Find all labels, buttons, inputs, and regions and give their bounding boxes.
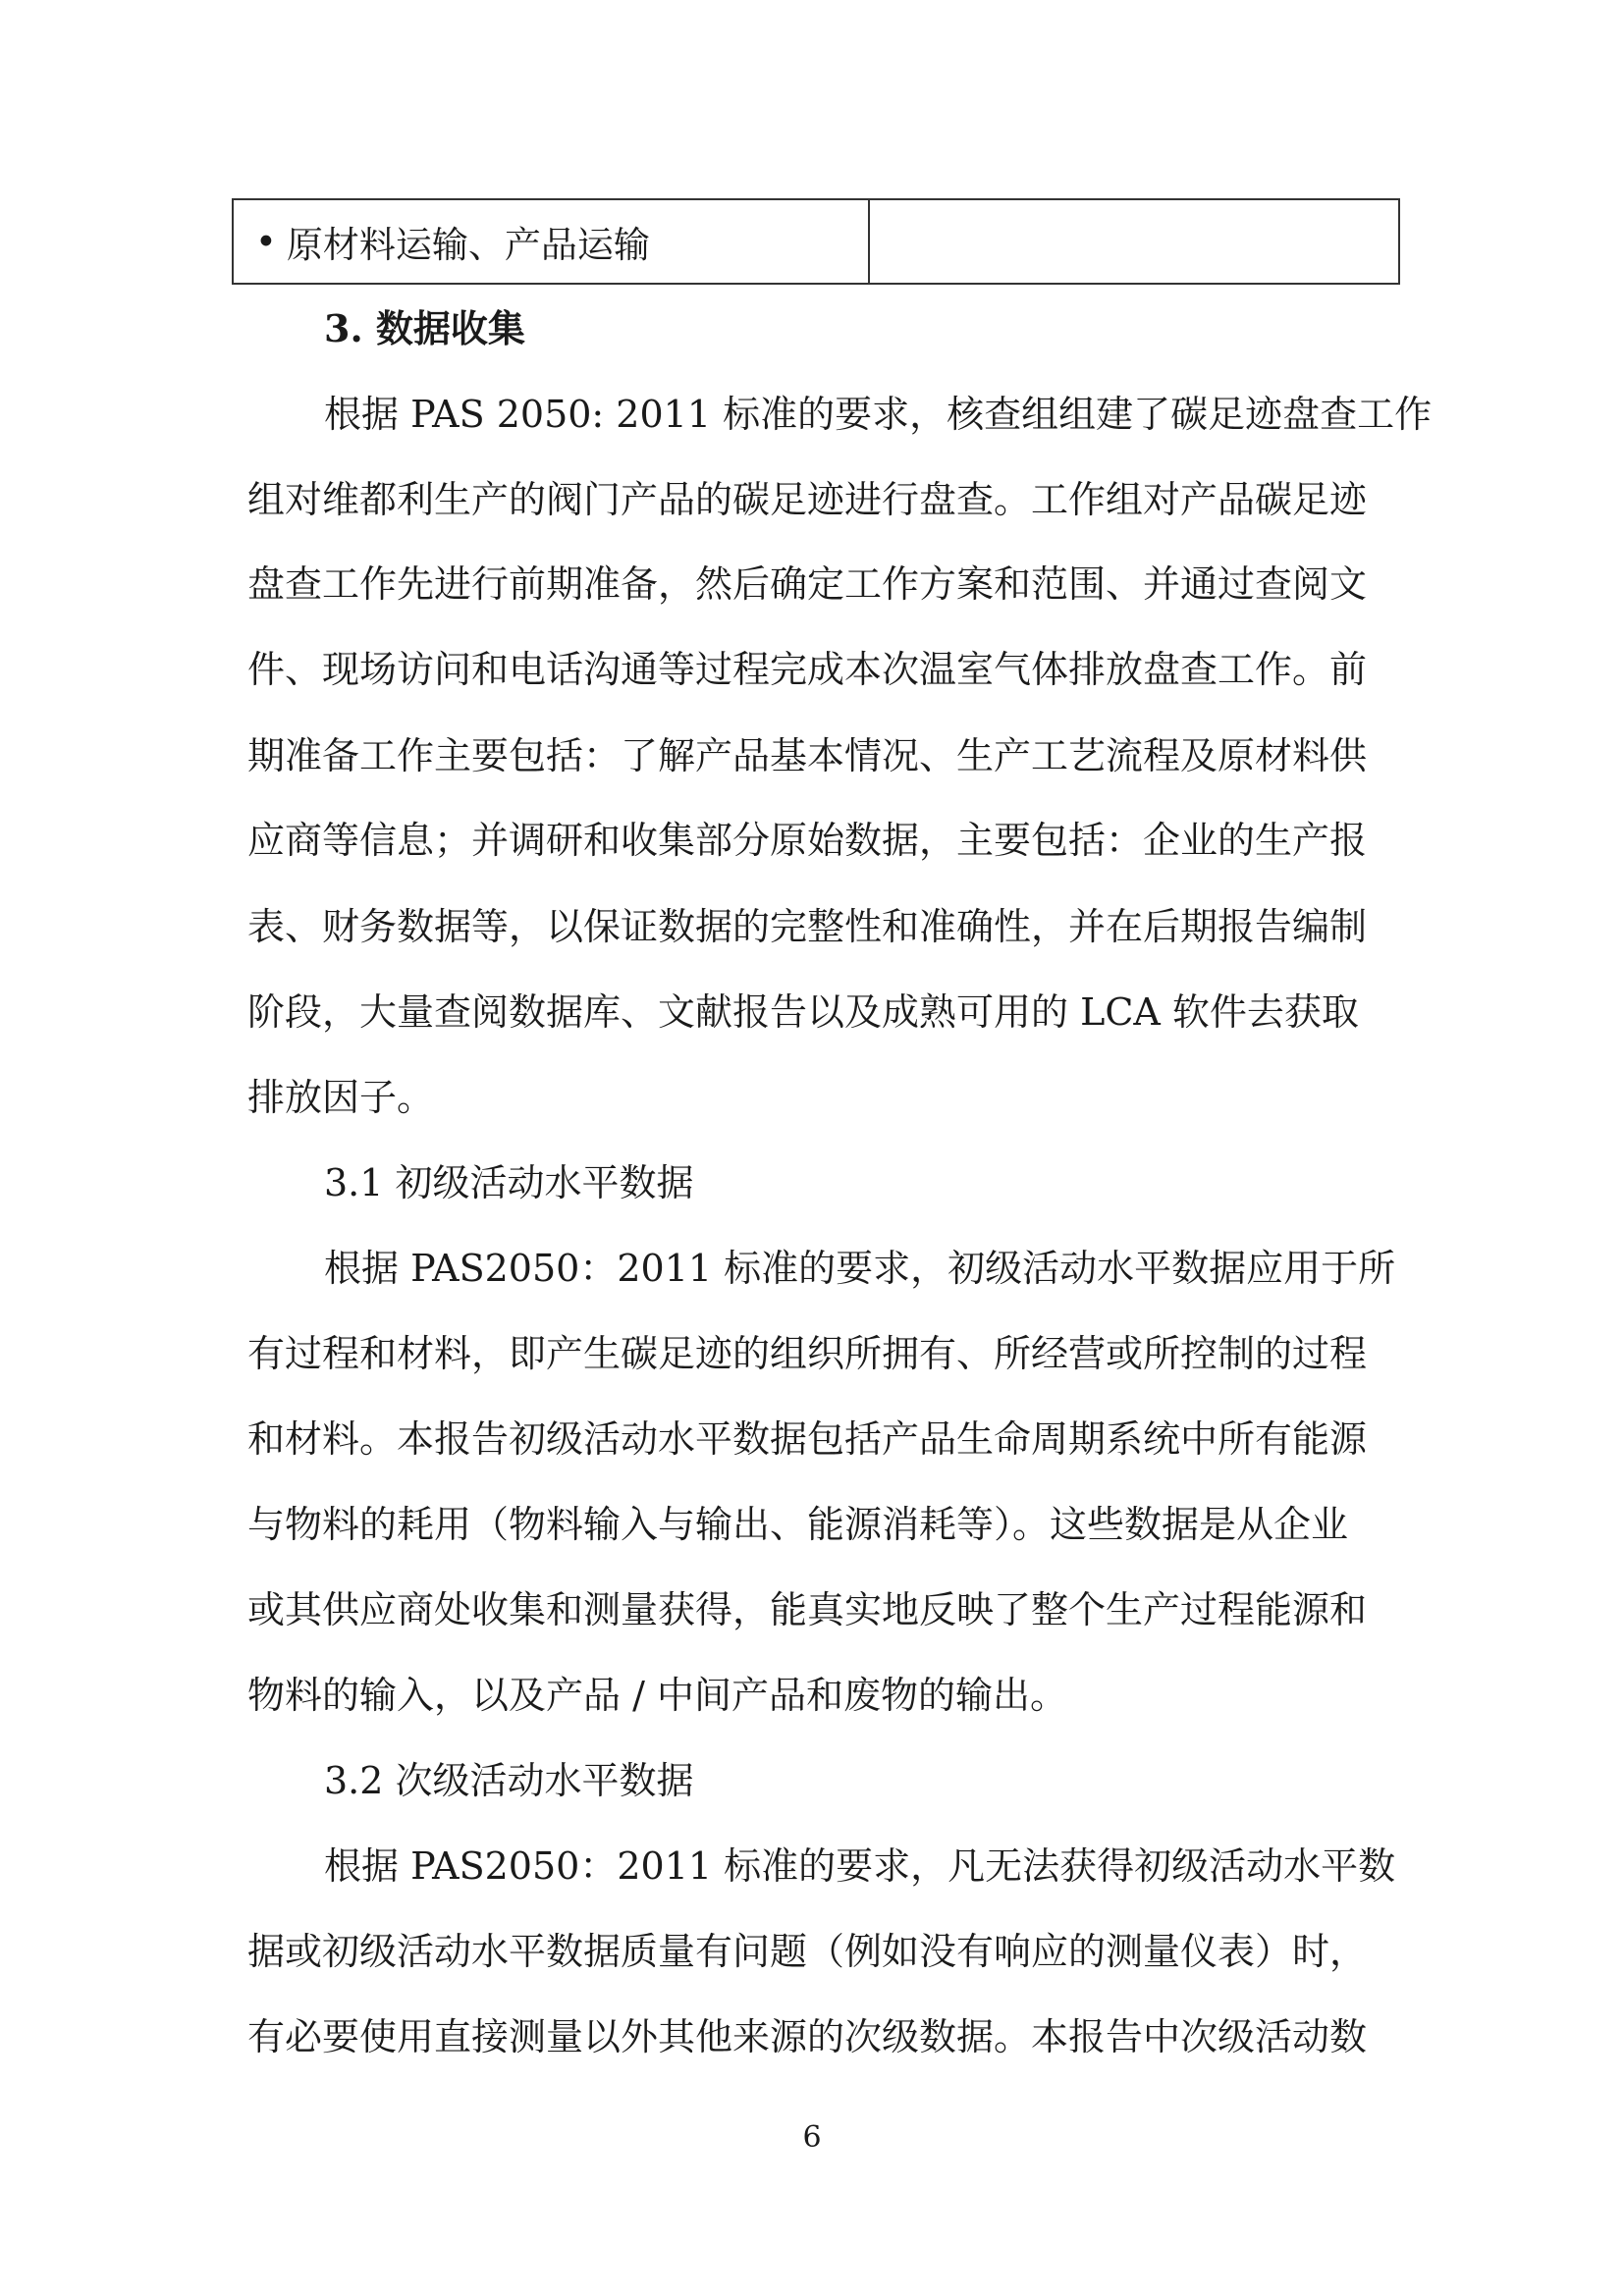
table-cell-text: 原材料运输、产品运输 xyxy=(286,224,650,266)
table-cell-right xyxy=(870,200,1398,283)
paragraph-line: 排放因子。 xyxy=(247,1076,435,1119)
paragraph-line: 根据 PAS2050：2011 标准的要求，凡无法获得初级活动水平数 xyxy=(324,1844,1396,1888)
table-row xyxy=(232,198,1400,285)
page-number: 6 xyxy=(802,2120,822,2155)
table-cell-left xyxy=(234,200,870,283)
paragraph-line: 件、现场访问和电话沟通等过程完成本次温室气体排放盘查工作。前 xyxy=(247,648,1368,691)
paragraph-line: 或其供应商处收集和测量获得，能真实地反映了整个生产过程能源和 xyxy=(247,1588,1368,1631)
paragraph-line: 有必要使用直接测量以外其他来源的次级数据。本报告中次级活动数 xyxy=(247,2015,1368,2058)
paragraph-line: 阶段，大量查阅数据库、文献报告以及成熟可用的 LCA 软件去获取 xyxy=(247,990,1359,1034)
paragraph-line: 物料的输入，以及产品 / 中间产品和废物的输出。 xyxy=(247,1674,1067,1717)
paragraph-line: 有过程和材料，即产生碳足迹的组织所拥有、所经营或所控制的过程 xyxy=(247,1332,1368,1375)
paragraph-line: 盘查工作先进行前期准备，然后确定工作方案和范围、并通过查阅文 xyxy=(247,562,1368,606)
paragraph-line: 期准备工作主要包括：了解产品基本情况、生产工艺流程及原材料供 xyxy=(247,734,1368,777)
paragraph-line: 据或初级活动水平数据质量有问题（例如没有响应的测量仪表）时， xyxy=(247,1930,1368,1973)
paragraph-line: 和材料。本报告初级活动水平数据包括产品生命周期系统中所有能源 xyxy=(247,1417,1368,1461)
subsection-heading: 3.1 初级活动水平数据 xyxy=(324,1161,694,1204)
paragraph-line: 与物料的耗用（物料输入与输出、能源消耗等）。这些数据是从企业 xyxy=(247,1503,1349,1546)
subsection-heading: 3.2 次级活动水平数据 xyxy=(324,1759,694,1802)
section-heading: 3. 数据收集 xyxy=(324,306,525,350)
paragraph-line: 表、财务数据等，以保证数据的完整性和准确性，并在后期报告编制 xyxy=(247,905,1368,948)
paragraph-line: 根据 PAS 2050: 2011 标准的要求，核查组组建了碳足迹盘查工作 xyxy=(324,393,1433,436)
paragraph-line: 根据 PAS2050：2011 标准的要求，初级活动水平数据应用于所 xyxy=(324,1247,1396,1290)
paragraph-line: 组对维都利生产的阀门产品的碳足迹进行盘查。工作组对产品碳足迹 xyxy=(247,478,1368,521)
paragraph-line: 应商等信息；并调研和收集部分原始数据，主要包括：企业的生产报 xyxy=(247,819,1368,862)
bullet: • xyxy=(255,220,277,263)
